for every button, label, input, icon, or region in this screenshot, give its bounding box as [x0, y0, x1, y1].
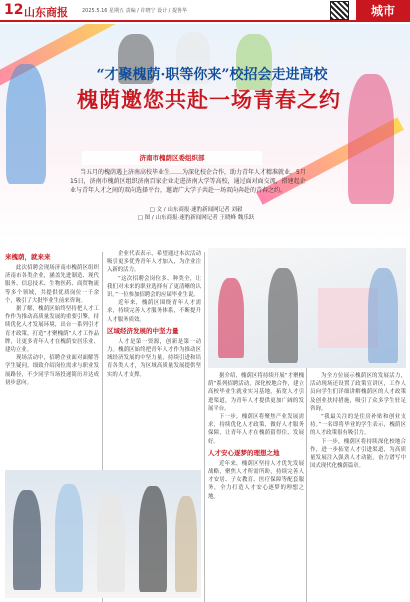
paragraph: 下一步，槐荫区将持续深化校地合作，进一步拓宽人才引进渠道，为高质量发展注入强劲人才动能，奋力谱写中国式现代化槐荫篇章。: [310, 438, 406, 470]
event-photo-students: [5, 470, 201, 598]
section-heading: 区域经济发展的中坚力量: [107, 326, 179, 335]
article-column-4: [310, 372, 406, 598]
article-column-2: [107, 250, 201, 465]
paragraph: 据介绍，槐荫区将持续开展“才聚槐荫”系列招聘活动，深化校地合作，建立高校毕业生就业实习基地，拓宽人才引进渠道，为青年人才提供更加广阔的发展平台。: [208, 373, 304, 412]
section-label: 城市: [356, 0, 410, 22]
article-lede: 当五月的槐荫遇上济南高校毕业生……为深化校企合作，助力青年人才精准就业，5月15日，济南市槐荫区组织济南百家企业走进济南大学等高校，通过面对面交流，搭建起企业与青年人才之间的双向选择平台，邀请广大学子共赴一场双向奔赴的青春之约。: [70, 169, 306, 194]
issue-meta: 2025.5.16 星期五 责编 / 许晓宁 设计 / 提鲁华: [82, 8, 187, 14]
paragraph: 据了解，槐荫区始终坚持把人才工作作为推动高质量发展的重要引擎，持续优化人才发展环境，出台一系列引才育才政策，打造“才聚槐荫”人才工作品牌，让更多青年人才在槐荫安居乐业、建功立业。: [5, 306, 99, 354]
paragraph: 下一步，槐荫区将聚焦产业发展需求，持续优化人才政策，做好人才服务保障，让青年人才在槐荫留得住、发展好。: [208, 414, 304, 445]
event-photo-booth: [208, 248, 406, 368]
organizer-banner: 济南市槐荫区委组织部: [82, 151, 262, 165]
paragraph: 近年来，槐荫区围绕青年人才需求，持续完善人才服务体系，不断提升人才服务质效。: [107, 300, 201, 323]
person-figure: [218, 278, 244, 358]
paragraph: “这次招聘会岗位多、种类全，让我们对未来的职业选择有了更清晰的认识。”一位参加招聘会的应届毕业生说。: [107, 275, 201, 299]
article-credits: [96, 206, 296, 222]
article-column-3: [208, 372, 304, 598]
credits-text: □ 文 / 山东商报·速豹新闻网记者 刘毅 □ 图 / 山东商报·速豹新闻网记者 王晓峰 魏乐跃: [137, 207, 255, 221]
person-figure: [6, 64, 46, 184]
article-title: 槐荫邀您共赴一场青春之约: [77, 87, 341, 112]
paragraph: 企业代表表示，希望通过本次活动吸引更多优秀青年人才加入，为企业注入新的活力。: [107, 251, 201, 274]
article-subtitle: “才聚槐荫·职等你来”校招会走进高校: [96, 67, 328, 83]
person-figure: [97, 492, 125, 592]
section-heading: 人才安心逐梦的理想之地: [208, 448, 280, 457]
column-divider: [204, 252, 205, 602]
person-figure: [13, 490, 41, 590]
qr-code-icon: [330, 1, 349, 20]
paragraph: “我最关注的是住房补贴和创业支持。”一名即将毕业的学生表示，槐荫区的人才政策很有吸引力。: [310, 414, 406, 437]
paragraph: 人才是第一资源，创新是第一动力。槐荫区始终把青年人才作为推动区域经济发展的中坚力量，持续引进和培育各类人才，为区域高质量发展提供坚实的人才支撑。: [107, 338, 201, 378]
person-figure: [55, 484, 83, 592]
person-figure: [175, 496, 197, 592]
page-number: 12: [4, 2, 24, 18]
paragraph: 为全方位展示槐荫区的发展活力，活动现场还设置了政策宣讲区，工作人员向学生们详细讲解槐荫区的人才政策及创业扶持措施，吸引了众多学生驻足咨询。: [310, 373, 406, 412]
page-header: [0, 0, 410, 22]
paper-name: 山东商报: [24, 6, 68, 19]
article-column-1: [5, 250, 99, 465]
person-figure: [368, 268, 398, 363]
person-figure: [139, 486, 167, 592]
paragraph: 近年来，槐荫区坚持人才优先发展战略，聚焦人才所需所盼，持续完善人才安居、子女教育、医疗保障等配套服务，全力打造人才安心逐梦的理想之地。: [208, 460, 304, 500]
person-figure: [268, 268, 298, 363]
section-heading: 来槐荫，就来来: [5, 253, 51, 261]
paragraph: 现场活动中，招聘企业面对面解答学生疑问，细致介绍岗位需求与职业发展路径，不少同学当场投递简历并达成初步意向。: [5, 355, 99, 386]
paragraph: 此次招聘会现场济南市槐荫区组织济南市各类企业，涵盖先进制造、现代服务、信息技术、生物医药、商贸物流等多个领域，共提供优质岗位一千余个，吸引了大批毕业生前来咨询。: [5, 265, 99, 304]
